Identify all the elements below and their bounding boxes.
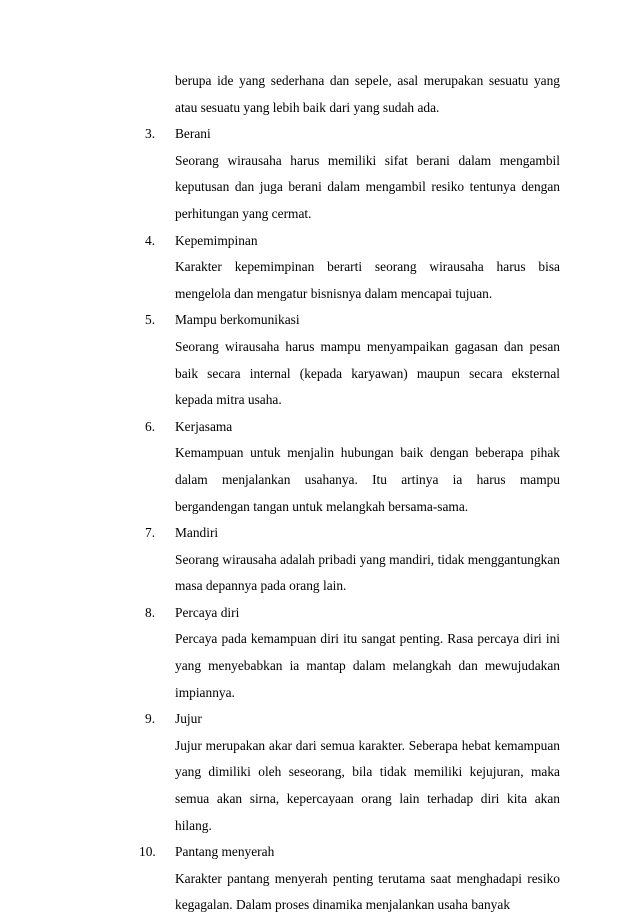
item-body: Seorang wirausaha adalah pribadi yang mandiri, tidak menggantungkan masa depannya pada orang lain. — [175, 551, 560, 594]
item-body: Kemampuan untuk menjalin hubungan baik dengan beberapa pihak dalam menjalankan usahanya. Itu artinya ia harus mampu bergandengan tangan untuk melangkah bersama-sama. — [175, 445, 560, 514]
list-item — [145, 414, 560, 520]
list-item — [145, 706, 560, 839]
list-item — [145, 600, 560, 706]
item-number: 3. — [145, 126, 156, 142]
item-body: Seorang wirausaha harus memiliki sifat berani dalam mengambil keputusan dan juga berani dalam mengambil resiko tentunya dengan perhitungan yang cermat. — [175, 152, 560, 221]
item-title: Kepemimpinan — [175, 232, 258, 248]
item-number: 8. — [145, 604, 156, 620]
item-body: Karakter kepemimpinan berarti seorang wirausaha harus bisa mengelola dan mengatur bisnisnya dalam mencapai tujuan. — [175, 259, 560, 301]
item-body: Jujur merupakan akar dari semua karakter. Seberapa hebat kemampuan yang dimiliki oleh seseorang, bila tidak memiliki kejujuran, maka semua akan sirna, kepercayaan orang lain terhadap diri kita akan hilang. — [175, 737, 560, 833]
item-number: 7. — [145, 525, 156, 541]
item-body: Seorang wirausaha harus mampu menyampaikan gagasan dan pesan baik secara internal (kepada karyawan) maupun secara eksternal kepada mitra usaha. — [175, 338, 560, 408]
list-item — [145, 121, 560, 227]
intro-paragraph: berupa ide yang sederhana dan sepele, asal merupakan sesuatu yang atau sesuatu yang lebih baik dari yang sudah ada. — [175, 73, 560, 115]
list-item — [145, 228, 560, 308]
list-item — [139, 839, 560, 919]
item-number: 9. — [145, 711, 156, 727]
list-item — [145, 520, 560, 600]
item-body: Percaya pada kemampuan diri itu sangat penting. Rasa percaya diri ini yang menyebabkan ia mantap dalam melangkah dan mewujudakan impiannya. — [175, 631, 560, 700]
item-number: 10. — [139, 844, 156, 860]
document-content — [139, 68, 560, 919]
item-title: Mampu berkomunikasi — [175, 312, 300, 328]
item-body: Karakter pantang menyerah penting terutama saat menghadapi resiko kegagalan. Dalam proses dinamika menjalankan usaha banyak — [175, 870, 560, 913]
item-title: Percaya diri — [175, 604, 240, 620]
item-title: Pantang menyerah — [175, 844, 275, 860]
item-title: Mandiri — [175, 525, 219, 541]
item-number: 5. — [145, 312, 156, 328]
item-title: Kerjasama — [175, 418, 233, 434]
list-item — [145, 307, 560, 413]
item-number: 4. — [145, 232, 156, 248]
item-number: 6. — [145, 418, 156, 434]
item-title: Jujur — [175, 711, 202, 727]
item-title: Berani — [175, 126, 211, 142]
